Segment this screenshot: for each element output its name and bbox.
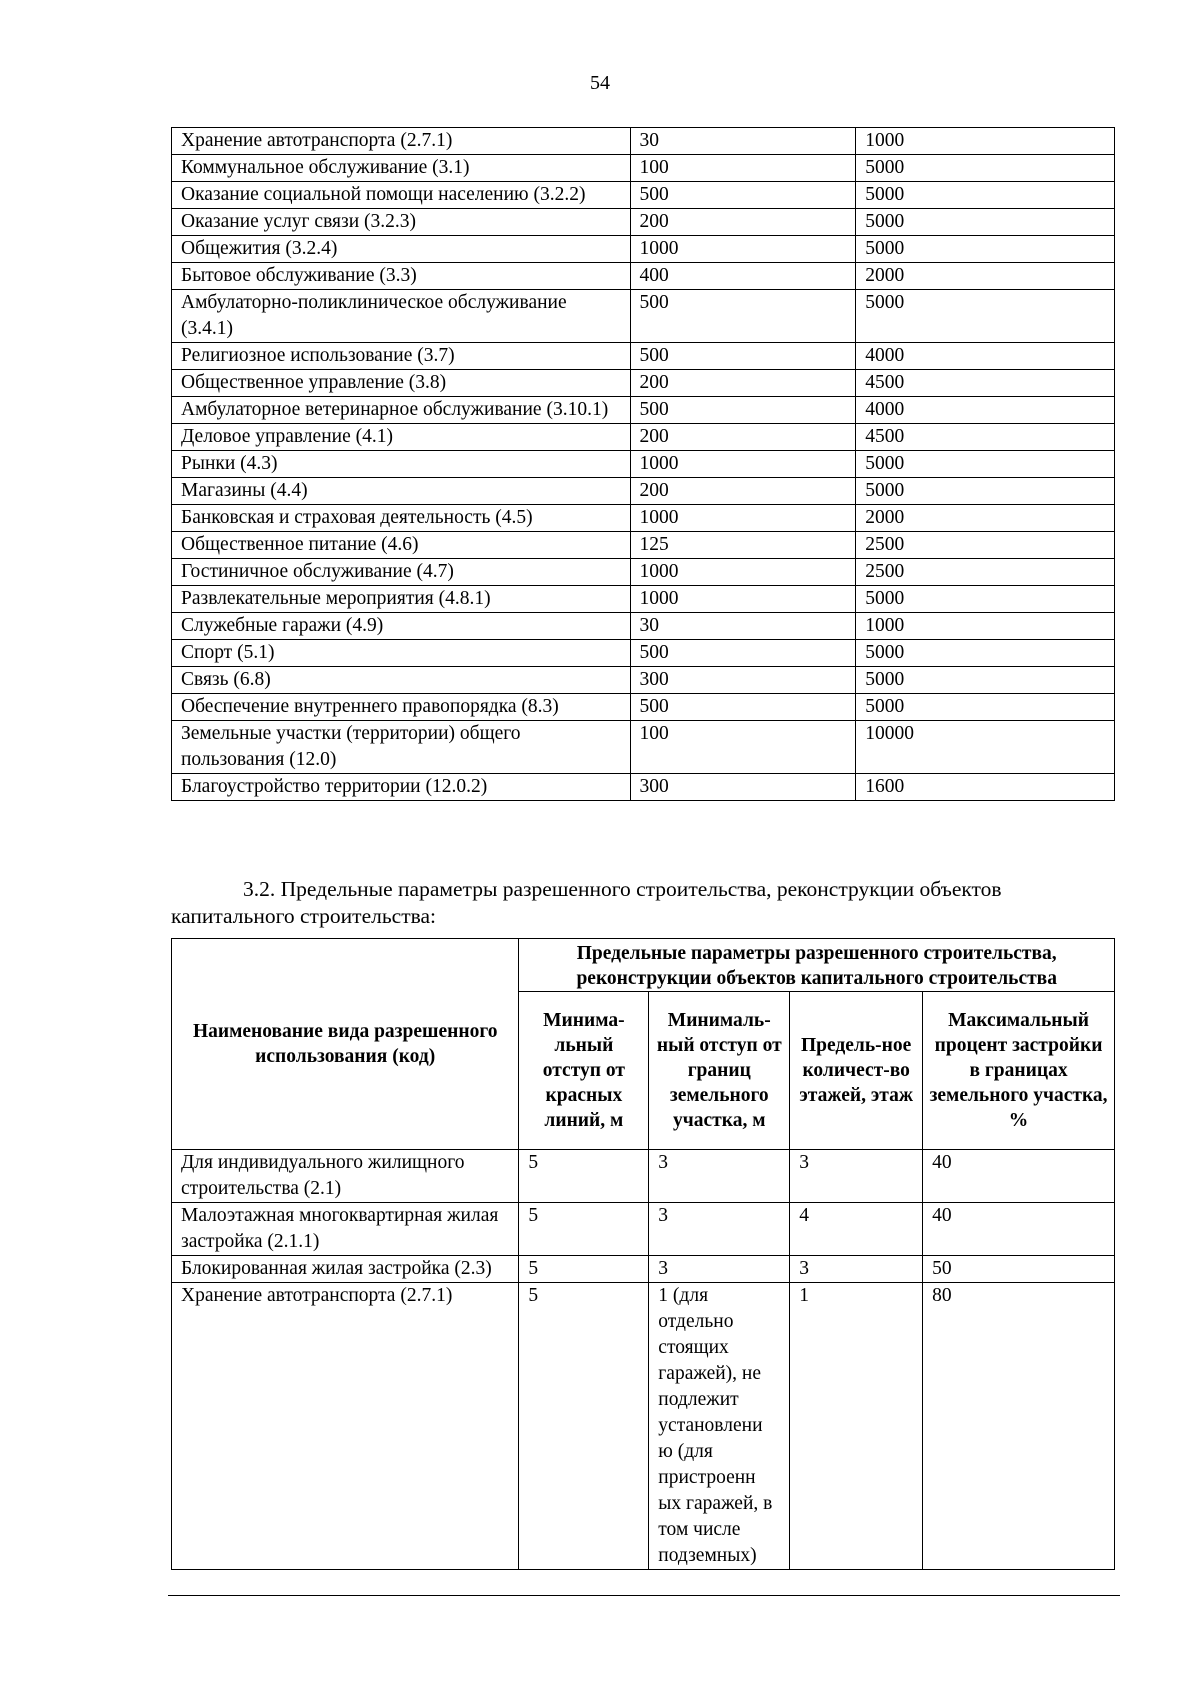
min-offset-red-lines-cell: 5: [519, 1256, 649, 1283]
table-row: [172, 155, 1115, 182]
max-area-cell: 4500: [856, 424, 1115, 451]
table-row: [172, 182, 1115, 209]
table-row: [172, 236, 1115, 263]
min-area-cell: 500: [630, 182, 856, 209]
min-offset-borders-cell: 3: [649, 1150, 790, 1203]
land-use-name-cell: Для индивидуального жилищного строительства (2.1): [172, 1150, 519, 1203]
min-area-cell: 500: [630, 694, 856, 721]
min-offset-borders-cell: 3: [649, 1256, 790, 1283]
table-row: [172, 370, 1115, 397]
max-floors-cell: 3: [790, 1256, 923, 1283]
max-area-cell: 5000: [856, 182, 1115, 209]
table-row: [172, 1256, 1115, 1283]
land-use-name-cell: Гостиничное обслуживание (4.7): [172, 559, 631, 586]
min-area-cell: 200: [630, 424, 856, 451]
min-area-cell: 1000: [630, 505, 856, 532]
table-row: [172, 128, 1115, 155]
min-area-cell: 200: [630, 370, 856, 397]
min-area-cell: 500: [630, 290, 856, 343]
land-use-name-cell: Оказание услуг связи (3.2.3): [172, 209, 631, 236]
max-floors-cell: 1: [790, 1283, 923, 1570]
section-3-2-text: 3.2. Предельные параметры разрешенного строительства, реконструкции объектов капитального строительства:: [171, 877, 1002, 928]
min-area-cell: 300: [630, 774, 856, 801]
min-area-cell: 100: [630, 155, 856, 182]
land-use-name-cell: Служебные гаражи (4.9): [172, 613, 631, 640]
max-area-cell: 2500: [856, 559, 1115, 586]
table-row: [172, 1150, 1115, 1203]
max-building-percent-cell: 40: [923, 1203, 1115, 1256]
land-plot-size-table: [171, 127, 1115, 801]
min-offset-borders-cell: 3: [649, 1203, 790, 1256]
land-use-name-cell: Связь (6.8): [172, 667, 631, 694]
max-area-cell: 4000: [856, 397, 1115, 424]
table-row: [172, 532, 1115, 559]
min-area-cell: 200: [630, 478, 856, 505]
min-area-cell: 125: [630, 532, 856, 559]
land-use-name-cell: Общежития (3.2.4): [172, 236, 631, 263]
land-use-name-cell: Развлекательные мероприятия (4.8.1): [172, 586, 631, 613]
table-row: [172, 424, 1115, 451]
land-use-name-cell: Блокированная жилая застройка (2.3): [172, 1256, 519, 1283]
min-offset-borders-cell: 1 (для отдельно стоящих гаражей), не подлежит установлени ю (для пристроенн ых гаражей, в том числе подземных): [649, 1283, 790, 1570]
min-area-cell: 30: [630, 613, 856, 640]
building-parameters-table: [171, 938, 1115, 1570]
header-max-floors: Предель-ное количест-во этажей, этаж: [790, 992, 923, 1150]
table-row: [172, 505, 1115, 532]
table-row: [172, 640, 1115, 667]
max-area-cell: 5000: [856, 451, 1115, 478]
bottom-rule: [168, 1595, 1120, 1596]
header-land-use-name: Наименование вида разрешенного использования (код): [172, 939, 519, 1150]
land-use-name-cell: Религиозное использование (3.7): [172, 343, 631, 370]
header-min-offset-red-lines: Минима-льный отступ от красных линий, м: [519, 992, 649, 1150]
min-area-cell: 1000: [630, 451, 856, 478]
land-use-name-cell: Банковская и страховая деятельность (4.5): [172, 505, 631, 532]
min-area-cell: 300: [630, 667, 856, 694]
max-area-cell: 2000: [856, 505, 1115, 532]
max-area-cell: 5000: [856, 236, 1115, 263]
min-area-cell: 500: [630, 640, 856, 667]
max-area-cell: 5000: [856, 290, 1115, 343]
table-row: [172, 559, 1115, 586]
section-3-2-paragraph: [171, 876, 1115, 930]
land-use-name-cell: Бытовое обслуживание (3.3): [172, 263, 631, 290]
table-row: [172, 209, 1115, 236]
max-area-cell: 4500: [856, 370, 1115, 397]
land-use-name-cell: Хранение автотранспорта (2.7.1): [172, 128, 631, 155]
max-area-cell: 1000: [856, 613, 1115, 640]
max-building-percent-cell: 80: [923, 1283, 1115, 1570]
header-max-building-percent: Максимальный процент застройки в границах земельного участка, %: [923, 992, 1115, 1150]
land-use-name-cell: Обеспечение внутреннего правопорядка (8.3): [172, 694, 631, 721]
max-area-cell: 1000: [856, 128, 1115, 155]
land-use-name-cell: Земельные участки (территории) общего пользования (12.0): [172, 721, 631, 774]
table-row: [172, 343, 1115, 370]
table-row: [172, 478, 1115, 505]
max-area-cell: 4000: [856, 343, 1115, 370]
table-row: [172, 694, 1115, 721]
table-row: [172, 586, 1115, 613]
table-row: [172, 1283, 1115, 1570]
table-row: [172, 290, 1115, 343]
max-area-cell: 5000: [856, 478, 1115, 505]
table-row: [172, 451, 1115, 478]
land-use-name-cell: Амбулаторное ветеринарное обслуживание (3.10.1): [172, 397, 631, 424]
page-number: 54: [590, 72, 610, 94]
land-use-name-cell: Амбулаторно-поликлиническое обслуживание (3.4.1): [172, 290, 631, 343]
header-parameters-group: Предельные параметры разрешенного строительства, реконструкции объектов капитального строительства: [519, 939, 1115, 992]
table-row: [172, 263, 1115, 290]
min-area-cell: 500: [630, 343, 856, 370]
max-area-cell: 2000: [856, 263, 1115, 290]
min-area-cell: 500: [630, 397, 856, 424]
land-use-name-cell: Малоэтажная многоквартирная жилая застройка (2.1.1): [172, 1203, 519, 1256]
max-area-cell: 2500: [856, 532, 1115, 559]
min-offset-red-lines-cell: 5: [519, 1283, 649, 1570]
table-row: [172, 721, 1115, 774]
land-use-name-cell: Спорт (5.1): [172, 640, 631, 667]
table-row: [172, 774, 1115, 801]
land-use-name-cell: Общественное управление (3.8): [172, 370, 631, 397]
land-use-name-cell: Благоустройство территории (12.0.2): [172, 774, 631, 801]
table2-header-row-1: [172, 939, 1115, 992]
max-floors-cell: 4: [790, 1203, 923, 1256]
land-use-name-cell: Коммунальное обслуживание (3.1): [172, 155, 631, 182]
max-area-cell: 5000: [856, 209, 1115, 236]
land-use-name-cell: Оказание социальной помощи населению (3.2.2): [172, 182, 631, 209]
table-row: [172, 613, 1115, 640]
land-use-name-cell: Общественное питание (4.6): [172, 532, 631, 559]
header-min-offset-plot-borders: Минималь-ный отступ от границ земельного участка, м: [649, 992, 790, 1150]
max-area-cell: 5000: [856, 640, 1115, 667]
min-area-cell: 1000: [630, 586, 856, 613]
land-use-name-cell: Магазины (4.4): [172, 478, 631, 505]
min-area-cell: 1000: [630, 559, 856, 586]
min-area-cell: 1000: [630, 236, 856, 263]
min-area-cell: 200: [630, 209, 856, 236]
min-area-cell: 30: [630, 128, 856, 155]
table-row: [172, 397, 1115, 424]
table-row: [172, 1203, 1115, 1256]
min-area-cell: 400: [630, 263, 856, 290]
min-offset-red-lines-cell: 5: [519, 1203, 649, 1256]
land-use-name-cell: Рынки (4.3): [172, 451, 631, 478]
max-area-cell: 5000: [856, 694, 1115, 721]
max-floors-cell: 3: [790, 1150, 923, 1203]
land-use-name-cell: Деловое управление (4.1): [172, 424, 631, 451]
max-area-cell: 1600: [856, 774, 1115, 801]
max-building-percent-cell: 40: [923, 1150, 1115, 1203]
max-area-cell: 5000: [856, 667, 1115, 694]
land-use-name-cell: Хранение автотранспорта (2.7.1): [172, 1283, 519, 1570]
table-row: [172, 667, 1115, 694]
max-area-cell: 5000: [856, 155, 1115, 182]
max-area-cell: 5000: [856, 586, 1115, 613]
min-area-cell: 100: [630, 721, 856, 774]
max-area-cell: 10000: [856, 721, 1115, 774]
min-offset-red-lines-cell: 5: [519, 1150, 649, 1203]
max-building-percent-cell: 50: [923, 1256, 1115, 1283]
